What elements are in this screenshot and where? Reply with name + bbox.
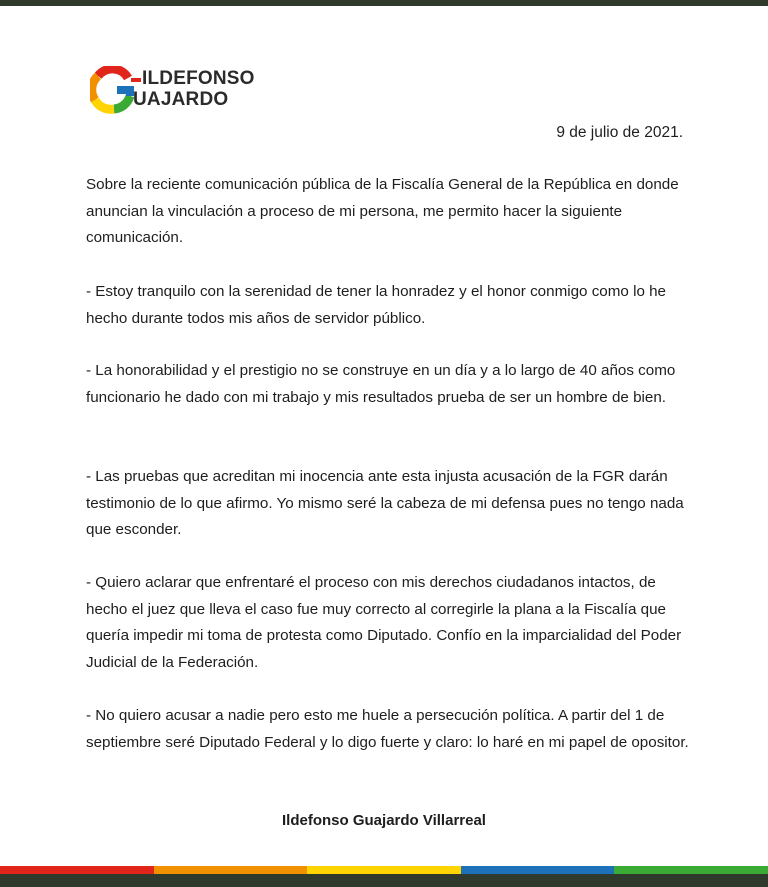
paragraph-intro: Sobre la reciente comunicación pública de la Fiscalía General de la República en donde anuncian la vinculación a proceso de mi persona, me permito hacer la siguiente comunicación.: [86, 176, 679, 246]
bottom-border: [0, 874, 768, 887]
g-monogram-icon: [90, 66, 134, 114]
stripe-segment: [154, 866, 308, 874]
paragraph-point-1: - Estoy tranquilo con la serenidad de tener la honradez y el honor conmigo como lo he hecho durante todos mis años de servidor público.: [86, 283, 667, 327]
logo-wordmark-first-name: ILDEFONSO: [142, 68, 255, 89]
paragraph-point-3: - Las pruebas que acreditan mi inocencia ante esta injusta acusación de la FGR darán testimonio de lo que afirmo. Yo mismo seré la cabeza de mi defensa pues no tengo nada que esconder.: [86, 468, 684, 538]
logo-wordmark-last-name: UAJARDO: [133, 89, 229, 110]
top-border: [0, 0, 768, 6]
stripe-segment: [461, 866, 615, 874]
letter-date: 9 de julio de 2021.: [556, 124, 683, 141]
paragraph-point-5: - No quiero acusar a nadie pero esto me huele a persecución política. A partir del 1 de septiembre seré Diputado Federal y lo digo fuerte y claro: lo haré en mi papel de opositor.: [86, 707, 689, 751]
logo: [90, 66, 280, 114]
stripe-segment: [614, 866, 768, 874]
footer-color-stripe: [0, 866, 768, 874]
signature: Ildefonso Guajardo Villarreal: [282, 812, 486, 829]
paragraph-point-4: - Quiero aclarar que enfrentaré el proceso con mis derechos ciudadanos intactos, de hecho el juez que lleva el caso fue muy correcto al corregirle la plana a la Fiscalía que quería impedir mi toma de protesta como Diputado. Confío en la imparcialidad del Poder Judicial de la Federación.: [86, 574, 682, 671]
paragraph-point-2: - La honorabilidad y el prestigio no se construye en un día y a lo largo de 40 años como funcionario he dado con mi trabajo y mis resultados prueba de ser un hombre de bien.: [86, 362, 676, 406]
stripe-segment: [307, 866, 461, 874]
stripe-segment: [0, 866, 154, 874]
logo-dash: [131, 78, 141, 82]
